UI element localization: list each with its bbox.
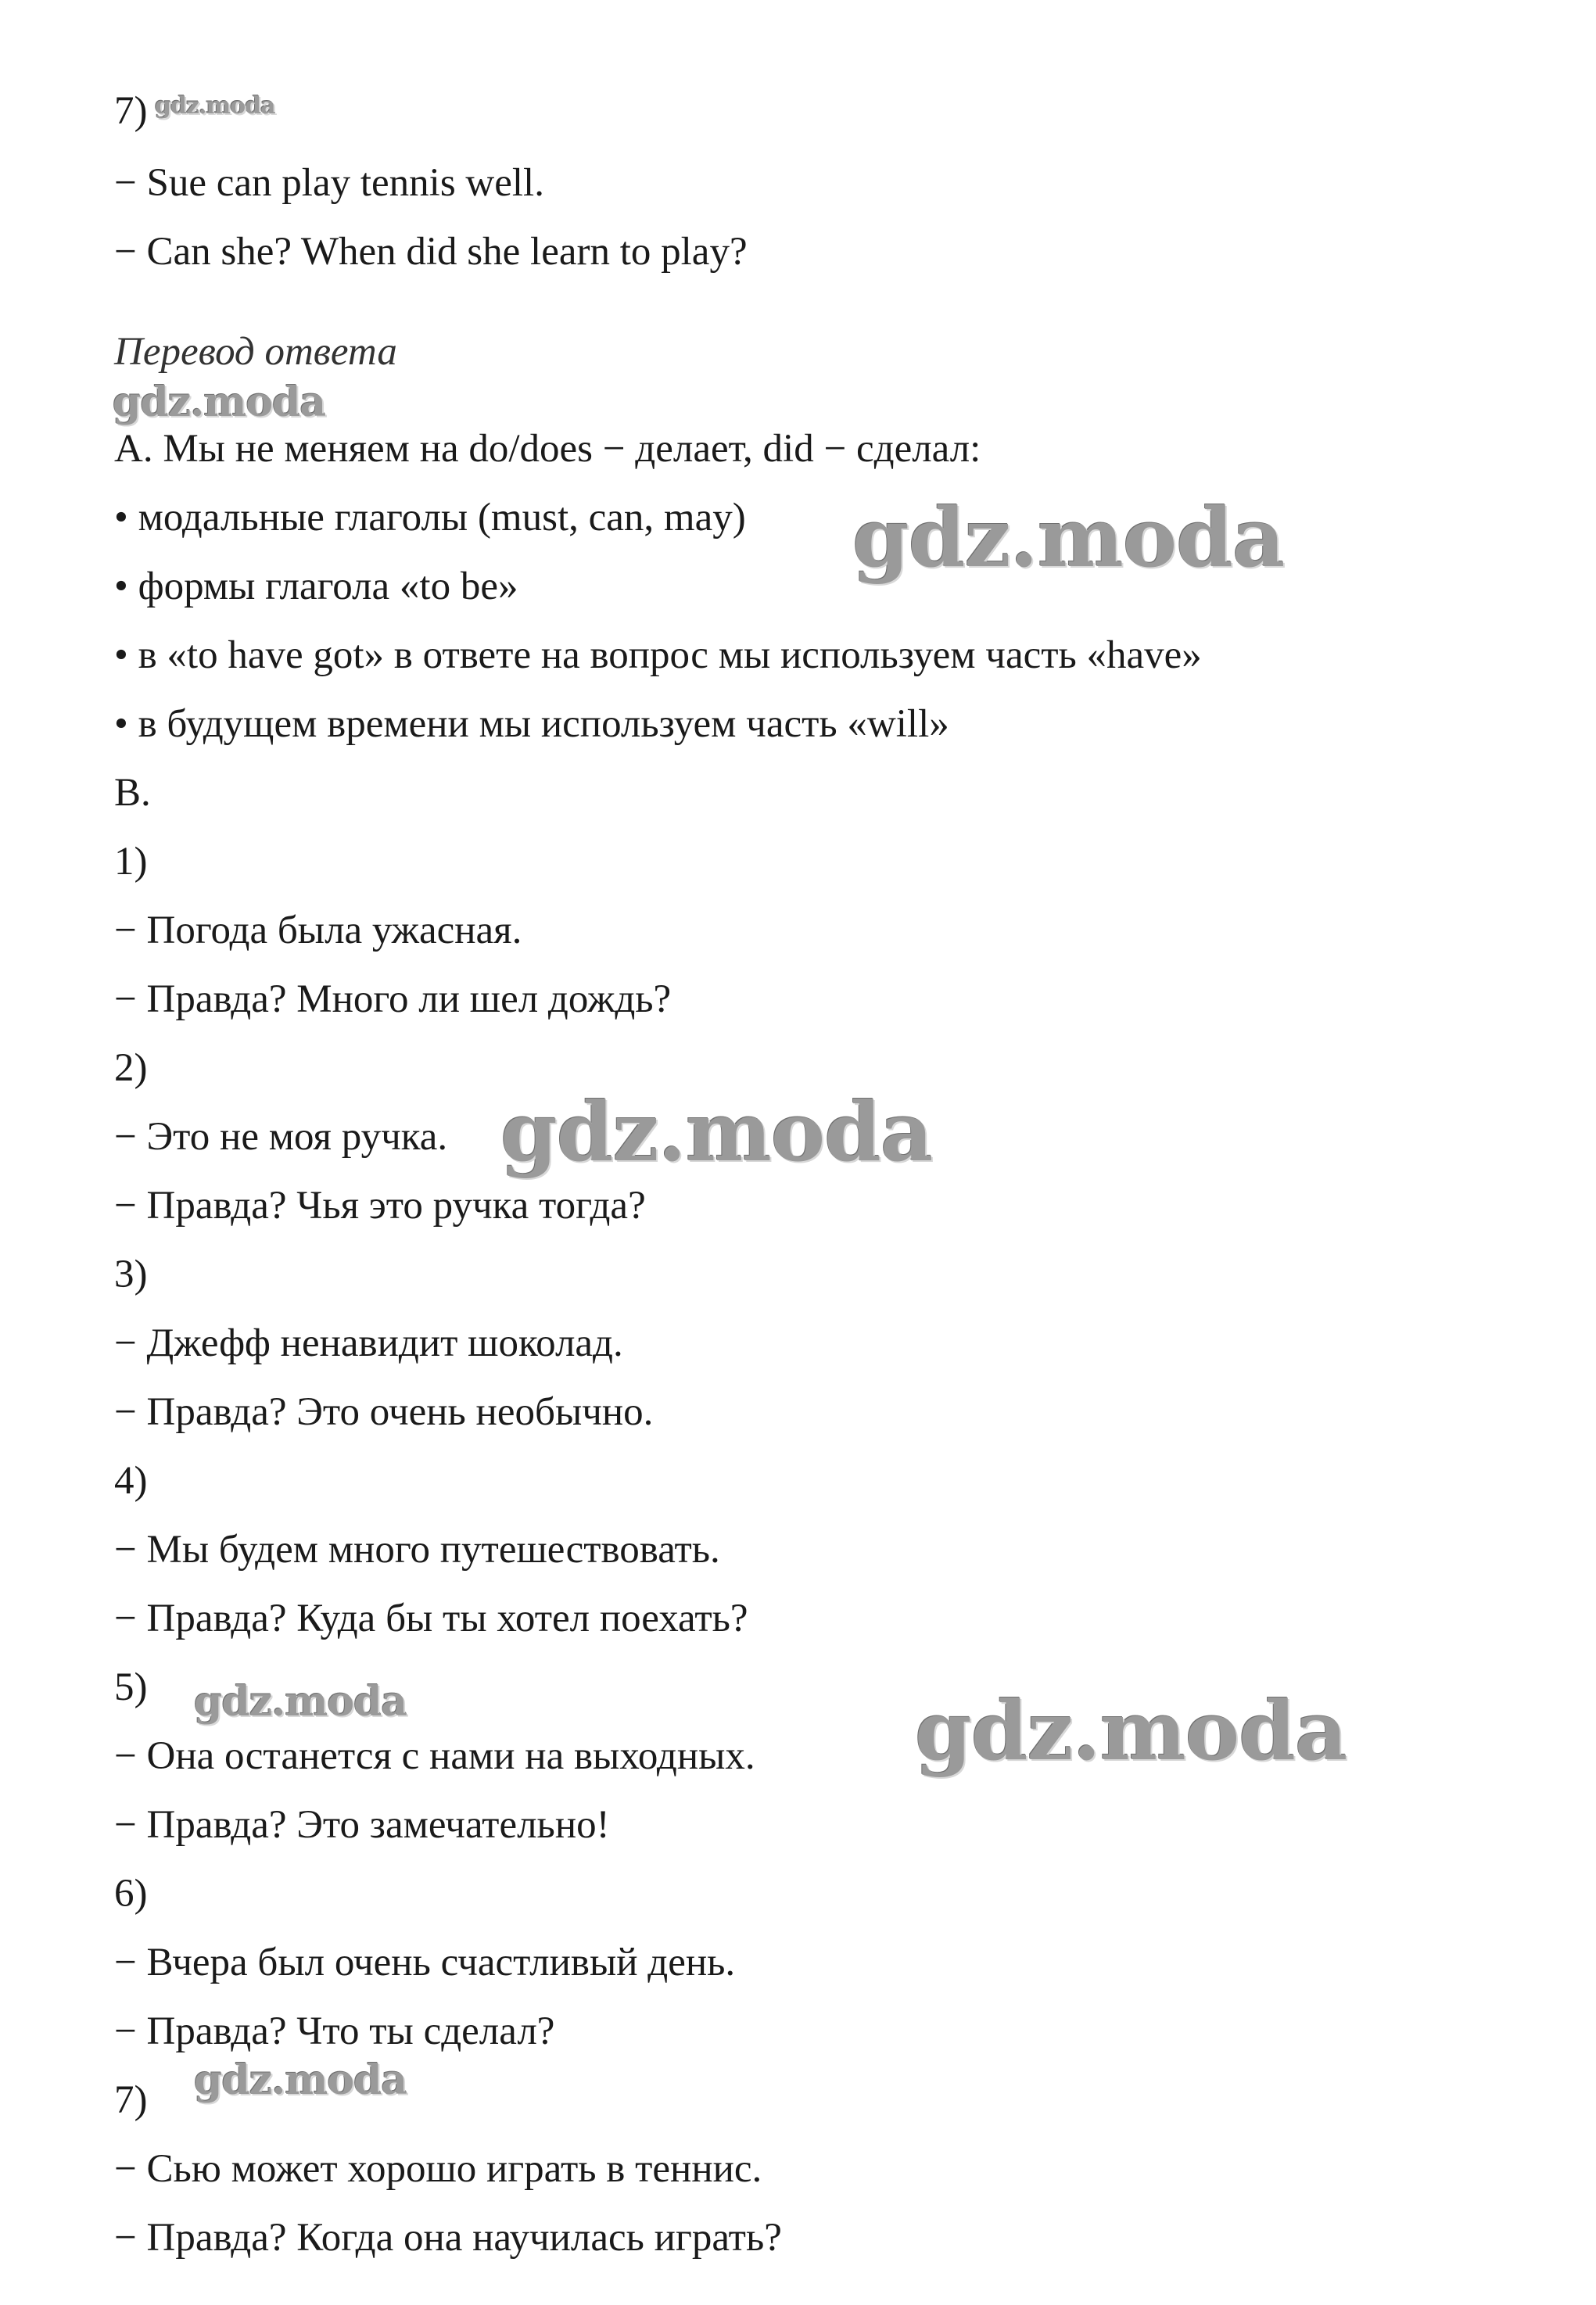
section-a-bullet: • в будущем времени мы используем часть «will» <box>114 702 949 746</box>
dialogue-line: − Погода была ужасная. <box>114 909 522 952</box>
dialogue-line: − Она останется с нами на выходных. <box>114 1734 755 1778</box>
item-number-top: 7) <box>114 89 148 133</box>
watermark: gdz.moda <box>113 378 326 426</box>
section-a-bullet: • в «to have got» в ответе на вопрос мы используем часть «have» <box>114 633 1202 677</box>
watermark: gdz.moda <box>500 1084 933 1180</box>
dialogue-line: − Джефф ненавидит шоколад. <box>114 1321 623 1365</box>
section-b-label: B. <box>114 771 151 815</box>
dialogue-line: − Can she? When did she learn to play? <box>114 230 748 274</box>
dialogue-line: − Сью может хорошо играть в теннис. <box>114 2147 762 2191</box>
item-number: 4) <box>114 1459 148 1503</box>
dialogue-line: − Sue can play tennis well. <box>114 161 544 205</box>
item-number: 6) <box>114 1872 148 1916</box>
dialogue-line: − Правда? Это замечательно! <box>114 1803 610 1847</box>
watermark: gdz.moda <box>155 92 275 120</box>
item-number: 5) <box>114 1665 148 1709</box>
dialogue-line: − Правда? Куда бы ты хотел поехать? <box>114 1597 748 1640</box>
dialogue-line: − Это не моя ручка. <box>114 1115 448 1159</box>
watermark: gdz.moda <box>194 2056 407 2104</box>
dialogue-line: − Правда? Когда она научилась играть? <box>114 2216 782 2260</box>
dialogue-line: − Мы будем много путешествовать. <box>114 1528 720 1572</box>
section-a-bullet: • формы глагола «to be» <box>114 565 518 608</box>
dialogue-line: − Правда? Чья это ручка тогда? <box>114 1184 646 1228</box>
item-number: 1) <box>114 840 148 884</box>
watermark: gdz.moda <box>852 489 1285 586</box>
item-number: 2) <box>114 1046 148 1090</box>
watermark: gdz.moda <box>915 1683 1347 1779</box>
dialogue-line: − Правда? Много ли шел дождь? <box>114 977 672 1021</box>
watermark: gdz.moda <box>194 1678 407 1726</box>
section-a-intro: A. Мы не меняем на do/does − делает, did − сделал: <box>114 427 981 471</box>
item-number: 3) <box>114 1253 148 1296</box>
dialogue-line: − Вчера был очень счастливый день. <box>114 1941 736 1984</box>
translation-heading: Перевод ответа <box>114 330 397 374</box>
section-a-bullet: • модальные глаголы (must, can, may) <box>114 496 746 540</box>
item-number: 7) <box>114 2078 148 2122</box>
dialogue-line: − Правда? Это очень необычно. <box>114 1390 654 1434</box>
dialogue-line: − Правда? Что ты сделал? <box>114 2009 555 2053</box>
